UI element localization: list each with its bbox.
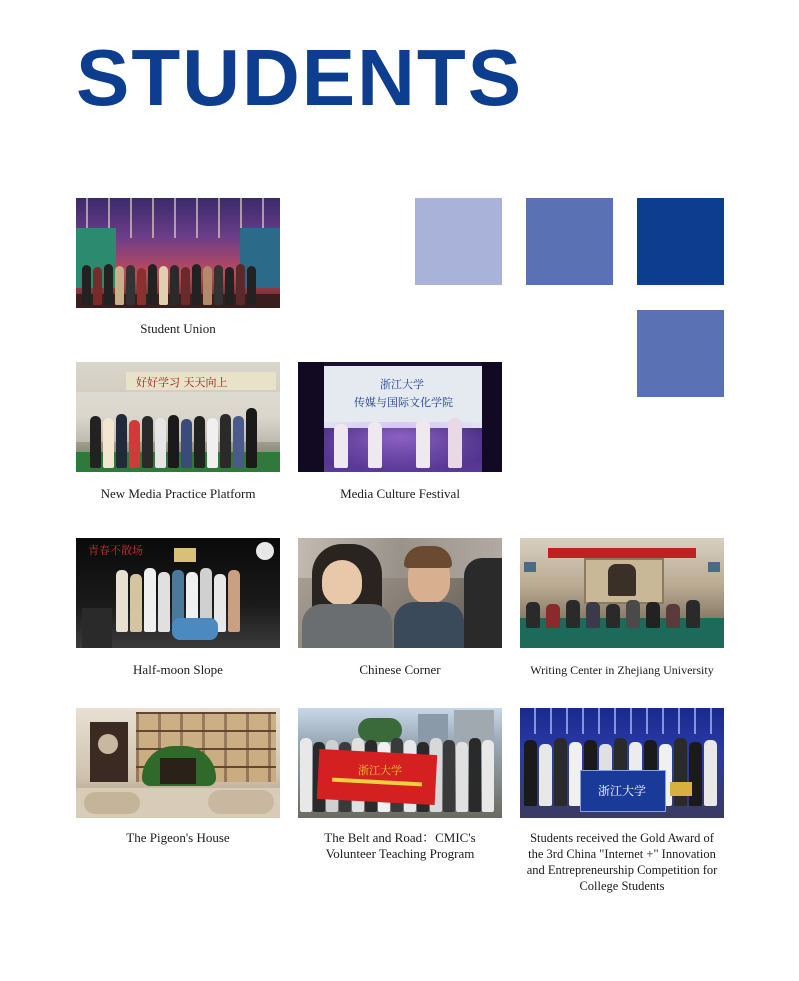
screen-text-line2: 传媒与国际文化学院 xyxy=(354,396,453,409)
caption-writing-center: Writing Center in Zhejiang University xyxy=(530,663,714,677)
photo-chinese-corner xyxy=(298,538,502,648)
photo-student-union xyxy=(76,198,280,308)
decorative-square-mid xyxy=(526,198,613,285)
caption-belt-road xyxy=(298,830,502,862)
photo-gold-award xyxy=(520,708,724,818)
decorative-square-mid-lower xyxy=(637,310,724,397)
caption-student-union: Student Union xyxy=(140,321,216,336)
caption-gold-award xyxy=(520,830,724,894)
decorative-square-dark xyxy=(637,198,724,285)
screen-text-line1: 浙江大学 xyxy=(380,378,424,391)
banner-text: 好好学习 天天向上 xyxy=(136,376,228,389)
photo-media-culture xyxy=(298,362,502,472)
caption-gold-award-line4: College Students xyxy=(579,879,665,893)
decorative-square-light xyxy=(415,198,502,285)
banner-text: 青春不散场 xyxy=(88,544,143,557)
caption-belt-road-line2: Volunteer Teaching Program xyxy=(325,846,475,861)
photo-pigeon-house xyxy=(76,708,280,818)
caption-belt-road-line1: The Belt and Road：CMIC's xyxy=(324,830,476,845)
photo-writing-center xyxy=(520,538,724,648)
photo-half-moon xyxy=(76,538,280,648)
banner-text: 浙江大学 xyxy=(358,764,402,777)
caption-gold-award-line1: Students received the Gold Award of xyxy=(530,831,714,845)
caption-new-media: New Media Practice Platform xyxy=(100,486,256,501)
caption-gold-award-line3: and Entrepreneurship Competition for xyxy=(526,863,718,877)
banner-text: 浙江大学 xyxy=(598,784,647,798)
caption-media-culture: Media Culture Festival xyxy=(340,486,460,501)
photo-new-media xyxy=(76,362,280,472)
caption-half-moon: Half-moon Slope xyxy=(133,662,223,677)
caption-chinese-corner: Chinese Corner xyxy=(359,662,441,677)
caption-pigeon-house: The Pigeon's House xyxy=(126,830,230,845)
caption-gold-award-line2: the 3rd China "Internet +" Innovation xyxy=(528,847,716,861)
page-title: STUDENTS xyxy=(76,33,524,122)
photo-belt-road xyxy=(298,708,502,818)
